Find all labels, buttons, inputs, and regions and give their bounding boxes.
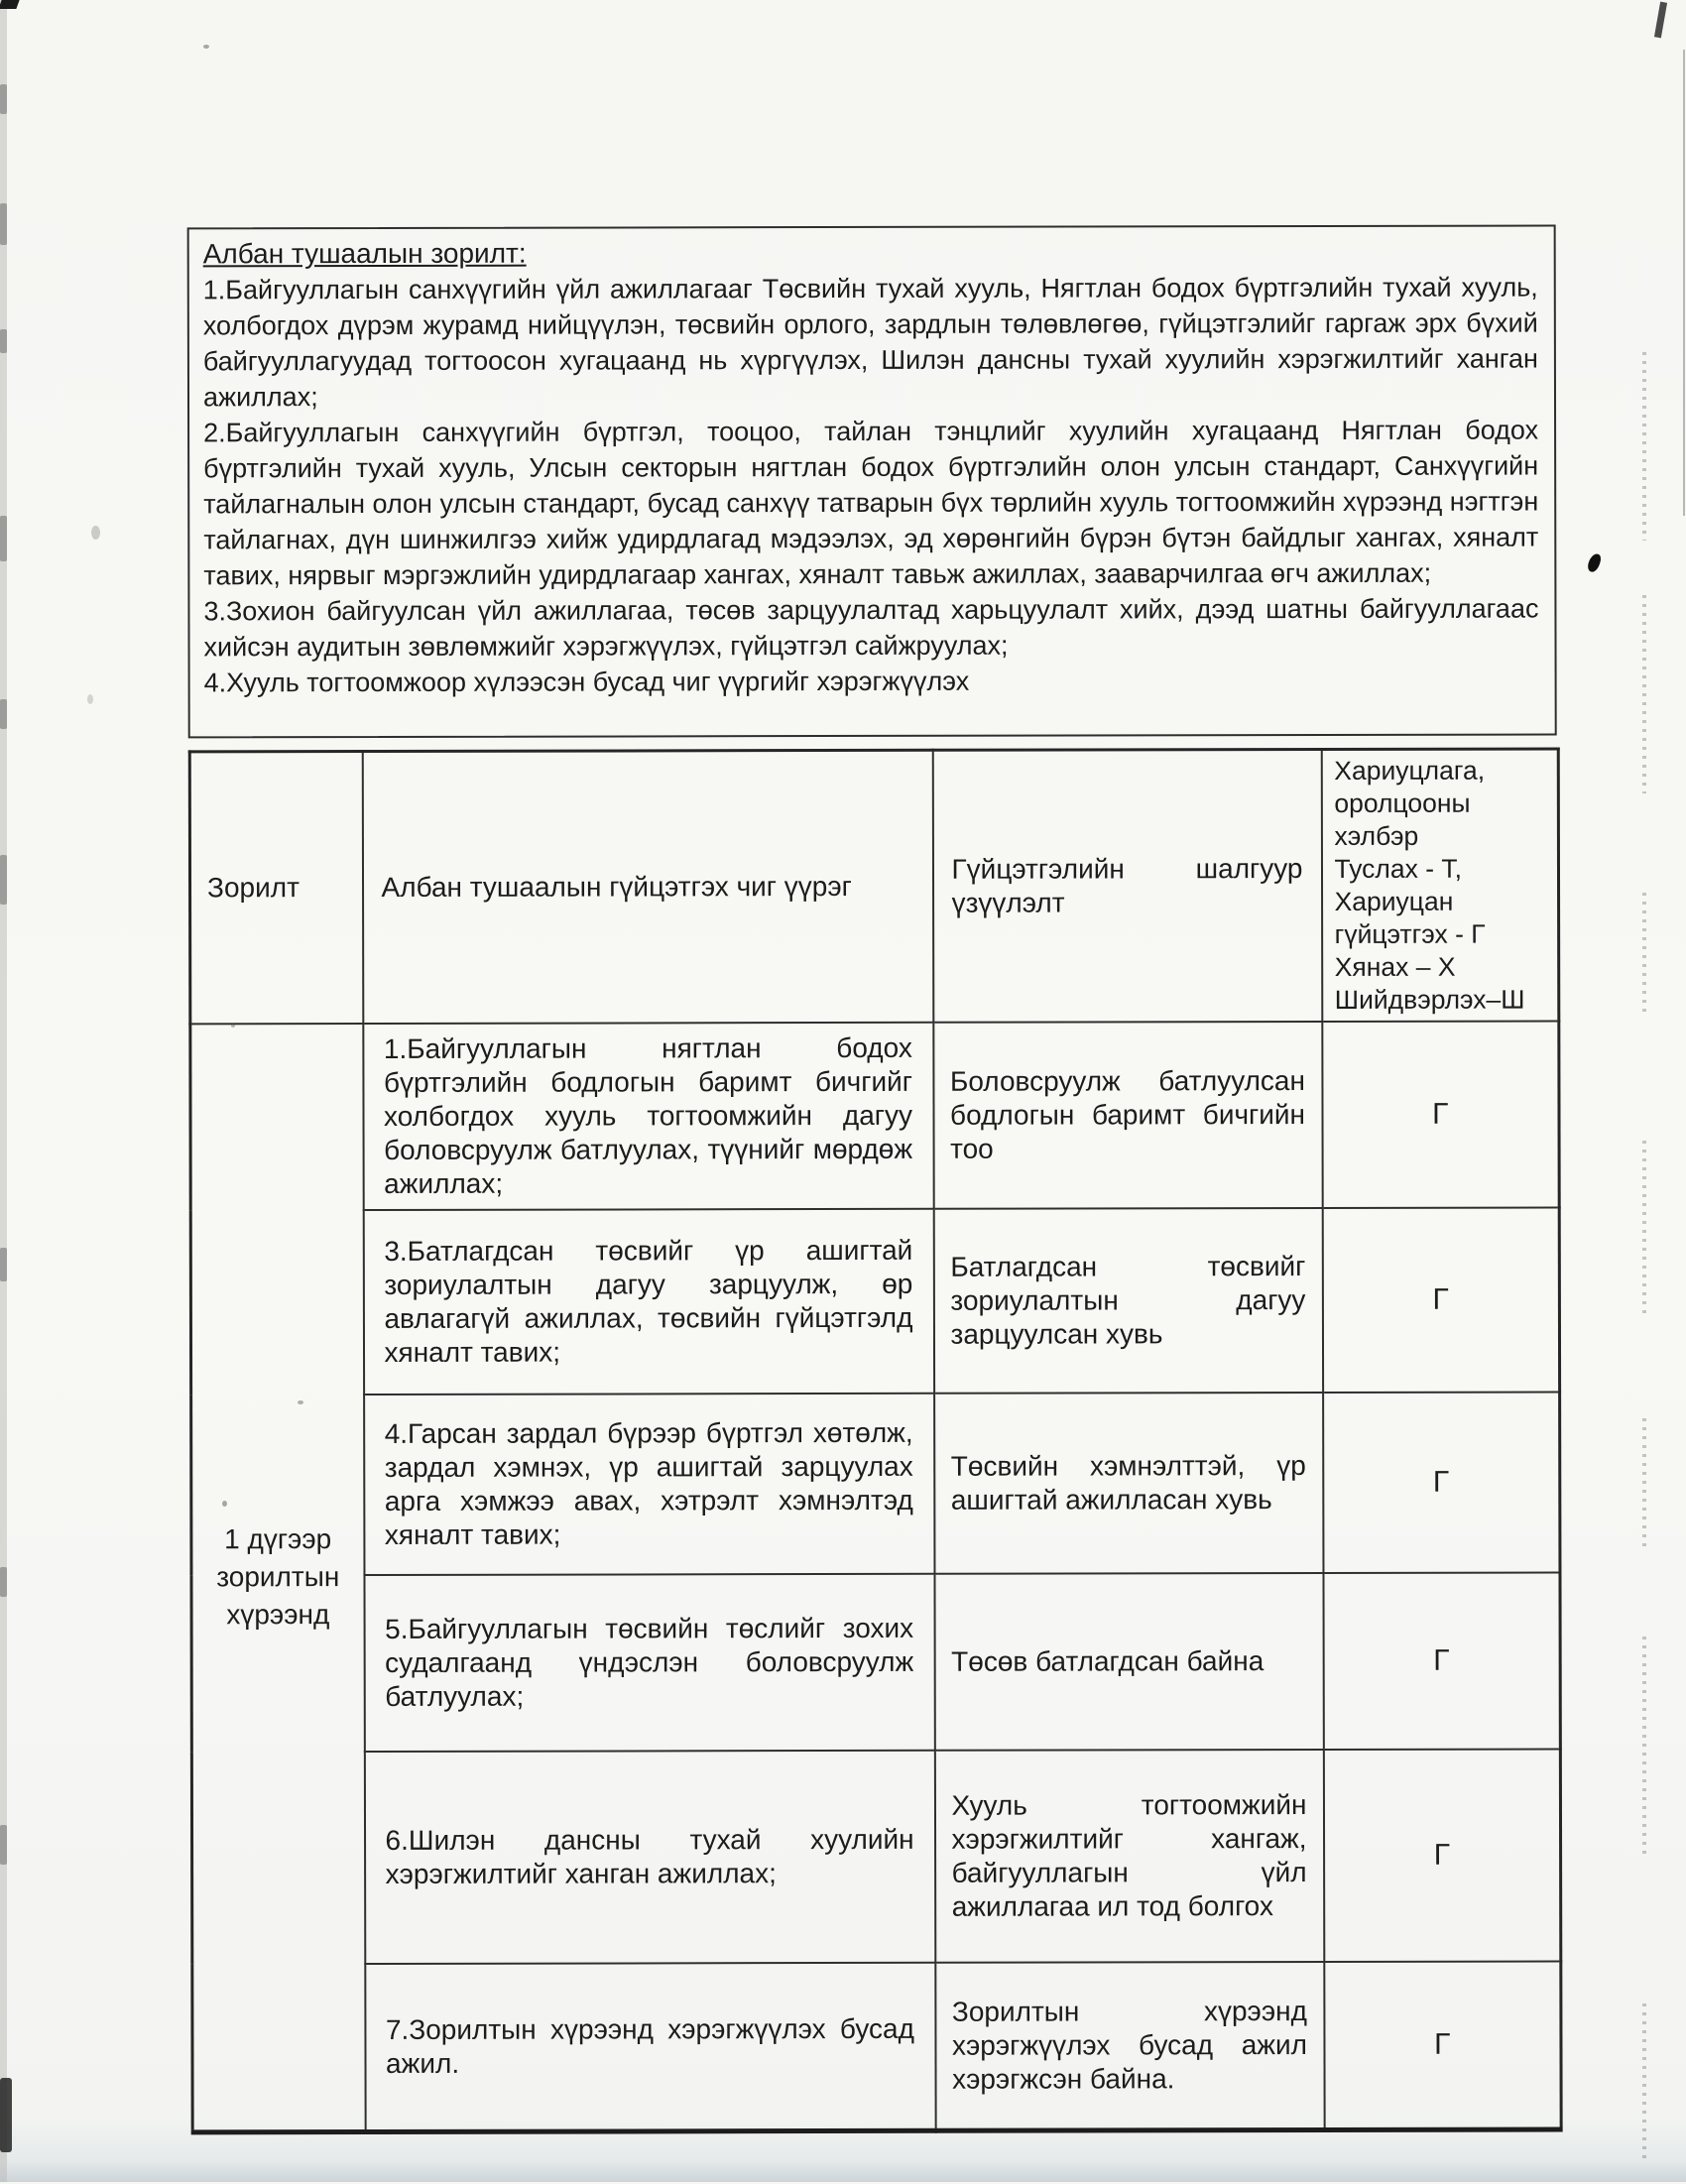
mark-cell: Г: [1323, 1749, 1560, 1962]
scan-speckles: [1642, 1637, 1646, 1855]
scan-smudge: [0, 516, 7, 561]
scan-speckles: [1642, 1418, 1646, 1547]
duty-cell: 7.Зорилтын хүрээнд хэрэгжүүлэх бусад ажил.: [365, 1963, 935, 2131]
table-row: [190, 1021, 1559, 1210]
table-row: [190, 1207, 1559, 1395]
table-row: [192, 1961, 1561, 2131]
scan-smudge: [0, 203, 7, 245]
duty-cell: 6.Шилэн дансны тухай хуулийн хэрэгжилтийг ханган ажиллах;: [364, 1751, 934, 1964]
duties-table: [188, 747, 1563, 2133]
mark-cell: Г: [1322, 1207, 1559, 1393]
indicator-cell: Батлагдсан төсвийг зориулалтын дагуу зарцуулсан хувь: [933, 1208, 1322, 1394]
purpose-paragraph-1: 1.Байгууллагын санхүүгийн үйл ажиллагааг Төсвийн тухай хууль, Нягтлан бодох бүртгэлийн тухай хууль, холбогдох дүрэм журамд нийцүүлэн, төсвийн орлого, зардлын төлөвлөгөө, гүйцэтгэлийг гаргаж эрх бүхий байгууллагуудад тогтоосон хугацаанд нь хүргүүлэх, Шилэн дансны тухай хуулийн хэрэгжилтийг ханган ажиллах;: [202, 272, 1538, 413]
mark-cell: Г: [1324, 1961, 1561, 2129]
scan-smudge: [0, 855, 7, 905]
scan-smudge: [0, 84, 7, 114]
header-goal: Зорилт: [189, 752, 363, 1025]
scan-edge-line: [1683, 50, 1685, 516]
purpose-paragraph-3: 3.Зохион байгуулсан үйл ажиллагаа, төсөв зарцуулалтад харьцуулалт хийх, дээд шатны байгууллагаас хийсэн аудитын зөвлөмжийг хэрэгжүүлэх, гүйцэтгэл сайжруулах;: [203, 593, 1539, 663]
table-row: [191, 1572, 1560, 1752]
goal-span-cell: 1 дүгээр зорилтын хүрээнд: [190, 1024, 365, 2131]
header-criteria: Гүйцэтгэлийн шалгуур үзүүлэлт: [932, 749, 1322, 1022]
indicator-cell: Боловсруулж батлуулсан бодлогын баримт бичгийн тоо: [933, 1022, 1322, 1209]
scan-smudge: [0, 1248, 7, 1281]
scan-smudge: [0, 699, 7, 729]
scan-smudge: [0, 1567, 7, 1597]
indicator-cell: Хууль тогтоомжийн хэрэгжилтийг хангаж, байгууллагын үйл ажиллагаа ил тод болгох: [934, 1750, 1323, 1963]
scan-dot: [298, 1400, 303, 1404]
job-purpose-title: Албан тушаалын зорилт:: [202, 237, 527, 270]
scan-speckles: [1642, 1141, 1646, 1314]
duty-cell: 1.Байгууллагын нягтлан бодох бүртгэлийн бодлогын баримт бичгийг холбогдох хууль тогтоомжийн дагуу боловсруулж батлуулах, түүнийг мөрдөж ажиллах;: [363, 1023, 933, 1210]
scan-dot: [231, 1024, 235, 1028]
duty-cell: 3.Батлагдсан төсвийг үр ашигтай зориулалтын дагуу зарцуулж, өр авлагагүй ажиллах, төсвийн гүйцэтгэлд хяналт тавих;: [363, 1209, 933, 1395]
scan-corner-mark: [0, 0, 20, 9]
scan-speckles: [1642, 2003, 1646, 2162]
scan-dot: [222, 1501, 227, 1507]
indicator-cell: Төсвийн хэмнэлттэй, үр ашигтай ажилласан хувь: [934, 1393, 1323, 1574]
mark-cell: Г: [1322, 1021, 1559, 1208]
header-duty: Албан тушаалын гүйцэтгэх чиг үүрэг: [362, 750, 933, 1024]
header-responsibility: Хариуцлага, оролцооны хэлбэр Туслах - Т, Хариуцан гүйцэтгэх - Г Хянах – Х Шийдвэрлэх–Ш: [1321, 749, 1559, 1022]
table-row: [191, 1749, 1560, 1964]
mark-cell: Г: [1323, 1572, 1560, 1750]
duty-cell: 4.Гарсан зардал бүрээр бүртгэл хөтөлж, зардал хэмнэх, үр ашигтай зарцуулах арга хэмжээ авах, хэтрэлт хэмнэлтэд хяналт тавих;: [364, 1394, 934, 1575]
scan-smudge: [0, 329, 7, 353]
scan-speckles: [1642, 595, 1646, 793]
job-purpose-box: [187, 224, 1557, 738]
scan-dot: [87, 694, 93, 704]
scan-smudge: [0, 1825, 7, 1865]
duty-cell: 5.Байгууллагын төсвийн төслийг зохих судалгаанд үндэслэн боловсруулж батлуулах;: [364, 1574, 934, 1752]
scan-dot: [91, 526, 100, 540]
mark-cell: Г: [1323, 1392, 1560, 1573]
scan-speckles: [1642, 352, 1646, 541]
table-header-row: [189, 749, 1559, 1024]
purpose-paragraph-4: 4.Хууль тогтоомжоор хүлээсэн бусад чиг үүргийг хэрэгжүүлэх: [203, 666, 970, 698]
scan-dot: [203, 45, 209, 49]
scan-blot: [0, 2078, 12, 2152]
purpose-paragraph-2: 2.Байгууллагын санхүүгийн бүртгэл, тооцоо, тайлан тэнцлийг хуулийн хугацаанд Нягтлан бодох бүртгэлийн тухай хууль, Улсын секторын нягтлан бодох бүртгэлийн олон улсын стандарт, Санхүүгийн тайлагналын олон улсын стандарт, бусад санхүү татварын бүх төрлийн хууль тогтоомжийн хүрээнд нэгтгэн тайлагнах, дүн шинжилгээ хийж удирдлагад мэдээлэх, эд хөрөнгийн бүрэн бүтэн байдлыг хангах, хяналт тавих, нярвыг мэргэжлийн удирдлагаар хангах, хяналт тавьж ажиллах, зааварчилгаа өгч ажиллах;: [203, 415, 1539, 591]
indicator-cell: Зорилтын хүрээнд хэрэгжүүлэх бусад ажил хэрэгжсэн байна.: [935, 1962, 1324, 2130]
scan-speckles: [1642, 893, 1646, 1012]
indicator-cell: Төсөв батлагдсан байна: [934, 1573, 1323, 1751]
table-row: [191, 1392, 1560, 1575]
